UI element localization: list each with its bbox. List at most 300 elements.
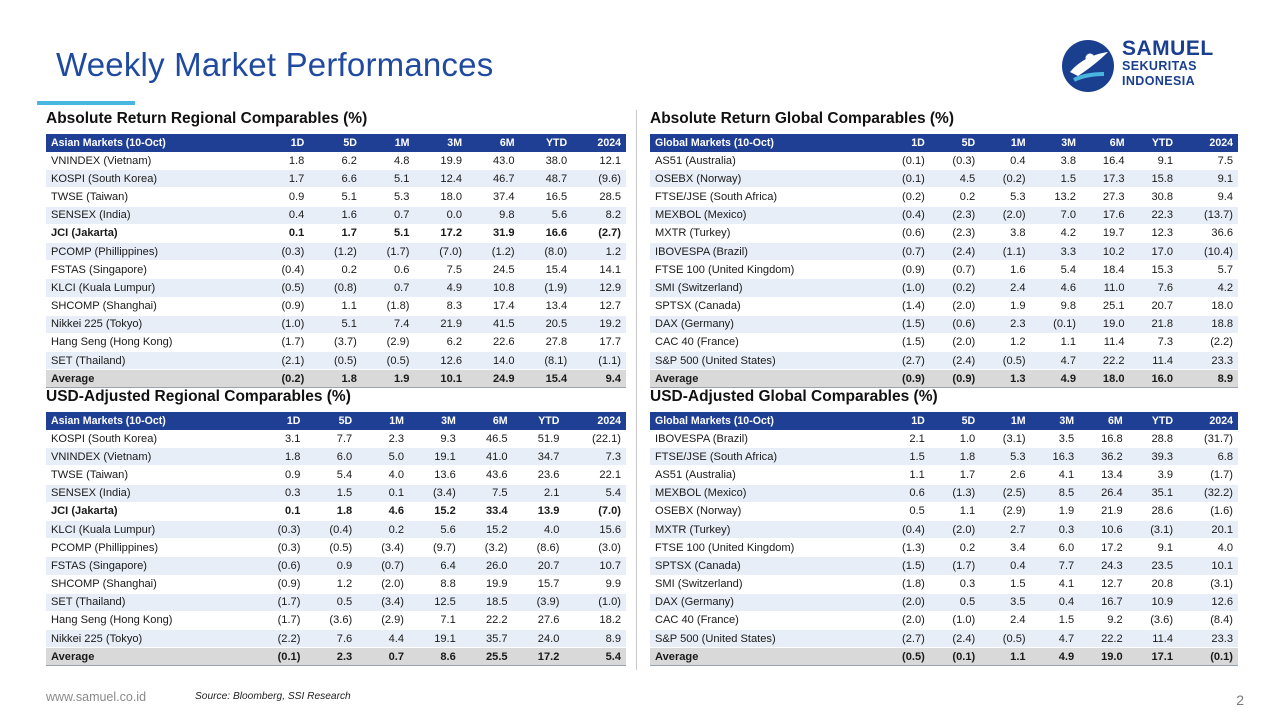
cell-value: (1.8) [362, 297, 415, 315]
cell-average-label: Average [46, 648, 254, 666]
table-row [46, 484, 626, 502]
cell-market-name: SMI (Switzerland) [650, 575, 879, 593]
cell-value: 43.6 [461, 466, 513, 484]
cell-value: (0.1) [1031, 315, 1081, 333]
cell-value: (1.7) [254, 611, 306, 629]
logo-name: SAMUEL [1122, 37, 1214, 60]
cell-value: 7.5 [1178, 152, 1238, 170]
table-average-row [650, 370, 1238, 388]
cell-value: 9.1 [1130, 152, 1179, 170]
cell-market-name: TWSE (Taiwan) [46, 188, 257, 206]
cell-market-name: S&P 500 (United States) [650, 352, 879, 370]
cell-value: (1.0) [257, 315, 310, 333]
cell-average-value: 10.1 [414, 370, 467, 388]
cell-value: 35.7 [461, 630, 513, 648]
cell-value: 13.9 [513, 502, 565, 520]
cell-value: (2.0) [930, 333, 980, 351]
cell-value: 4.9 [414, 279, 467, 297]
cell-value: 12.7 [572, 297, 626, 315]
table-row [650, 206, 1238, 224]
cell-average-value: 0.7 [357, 648, 409, 666]
table-row [46, 333, 626, 351]
cell-value: 2.4 [980, 611, 1030, 629]
column-header-market: Global Markets (10-Oct) [650, 134, 879, 152]
table-row [650, 575, 1238, 593]
cell-value: (0.7) [930, 261, 980, 279]
column-header-period: 1D [257, 134, 310, 152]
column-divider [636, 110, 637, 670]
source-note: Source: Bloomberg, SSI Research [195, 691, 351, 702]
cell-value: 5.0 [357, 448, 409, 466]
cell-value: 3.5 [980, 593, 1030, 611]
cell-value: 8.9 [564, 630, 626, 648]
cell-value: (0.4) [879, 520, 929, 538]
cell-value: 0.9 [257, 188, 310, 206]
cell-average-value: 5.4 [564, 648, 626, 666]
cell-market-name: SHCOMP (Shanghai) [46, 575, 254, 593]
cell-value: 15.6 [564, 520, 626, 538]
cell-value: 2.7 [980, 520, 1030, 538]
cell-value: 0.3 [930, 575, 980, 593]
cell-market-name: FTSE 100 (United Kingdom) [650, 539, 879, 557]
cell-market-name: Hang Seng (Hong Kong) [46, 333, 257, 351]
cell-value: 4.6 [357, 502, 409, 520]
cell-value: (8.6) [513, 539, 565, 557]
table-row [46, 188, 626, 206]
cell-value: 0.4 [980, 557, 1030, 575]
cell-value: (2.4) [930, 352, 980, 370]
cell-market-name: FTSE/JSE (South Africa) [650, 448, 879, 466]
logo-wordmark [1122, 38, 1214, 89]
cell-value: (3.4) [357, 539, 409, 557]
cell-value: 3.4 [980, 539, 1030, 557]
cell-value: 7.7 [305, 430, 357, 448]
table-row [650, 630, 1238, 648]
cell-value: (0.8) [309, 279, 362, 297]
cell-average-value: 17.2 [513, 648, 565, 666]
column-header-market: Asian Markets (10-Oct) [46, 134, 257, 152]
cell-value: 0.3 [1031, 520, 1080, 538]
cell-value: (1.6) [1178, 502, 1238, 520]
cell-value: 10.8 [467, 279, 520, 297]
cell-value: 2.3 [357, 430, 409, 448]
cell-value: 6.2 [309, 152, 362, 170]
cell-value: (1.0) [879, 279, 929, 297]
table-row [46, 224, 626, 242]
cell-average-value: 9.4 [572, 370, 626, 388]
table-row [46, 242, 626, 260]
column-header-period: 5D [930, 134, 980, 152]
table-row [46, 593, 626, 611]
cell-value: 23.5 [1128, 557, 1178, 575]
cell-value: 16.5 [520, 188, 573, 206]
cell-value: 5.4 [1031, 261, 1081, 279]
cell-value: 0.1 [257, 224, 310, 242]
cell-market-name: SENSEX (India) [46, 484, 254, 502]
cell-value: 26.4 [1079, 484, 1128, 502]
cell-value: (1.5) [879, 557, 929, 575]
column-header-period: YTD [513, 412, 565, 430]
table-average-row [650, 648, 1238, 666]
cell-value: 16.8 [1079, 430, 1128, 448]
cell-value: 13.6 [409, 466, 461, 484]
cell-value: 38.0 [520, 152, 573, 170]
cell-value: 6.4 [409, 557, 461, 575]
cell-value: 4.0 [1178, 539, 1238, 557]
cell-value: 10.9 [1128, 593, 1178, 611]
cell-value: 16.6 [520, 224, 573, 242]
cell-value: 7.4 [362, 315, 415, 333]
column-header-market: Global Markets (10-Oct) [650, 412, 879, 430]
table-header-row [650, 134, 1238, 152]
table-header-row [46, 412, 626, 430]
cell-value: 6.8 [1178, 448, 1238, 466]
cell-value: 23.6 [513, 466, 565, 484]
cell-value: 4.5 [930, 170, 980, 188]
logo-mark-icon [1060, 38, 1116, 94]
cell-average-value: (0.1) [254, 648, 306, 666]
cell-value: 25.1 [1081, 297, 1130, 315]
cell-value: 46.7 [467, 170, 520, 188]
cell-value: 0.2 [309, 261, 362, 279]
cell-market-name: DAX (Germany) [650, 315, 879, 333]
cell-value: (1.5) [879, 333, 929, 351]
cell-market-name: SHCOMP (Shanghai) [46, 297, 257, 315]
cell-value: 1.6 [980, 261, 1030, 279]
cell-value: (3.0) [564, 539, 626, 557]
cell-value: 22.2 [1079, 630, 1128, 648]
cell-value: 15.7 [513, 575, 565, 593]
cell-average-value: 25.5 [461, 648, 513, 666]
cell-market-name: SPTSX (Canada) [650, 297, 879, 315]
cell-value: (1.9) [520, 279, 573, 297]
column-header-period: 2024 [572, 134, 626, 152]
cell-value: 28.5 [572, 188, 626, 206]
cell-value: 37.4 [467, 188, 520, 206]
table-row [46, 575, 626, 593]
table-row [650, 242, 1238, 260]
cell-market-name: AS51 (Australia) [650, 466, 879, 484]
table-header-row [650, 412, 1238, 430]
cell-value: (0.5) [362, 352, 415, 370]
cell-value: 17.4 [467, 297, 520, 315]
table-row [46, 170, 626, 188]
cell-value: (2.4) [930, 630, 980, 648]
panel-absolute-regional [46, 110, 626, 388]
cell-value: 0.4 [980, 152, 1030, 170]
cell-value: (0.5) [980, 352, 1030, 370]
cell-value: (0.3) [930, 152, 980, 170]
cell-value: 11.4 [1081, 333, 1130, 351]
cell-value: 1.8 [305, 502, 357, 520]
column-header-period: 5D [930, 412, 980, 430]
cell-value: 0.7 [362, 279, 415, 297]
cell-value: (0.9) [254, 575, 306, 593]
table-row [650, 557, 1238, 575]
cell-value: 1.2 [572, 242, 626, 260]
cell-value: 21.9 [1079, 502, 1128, 520]
cell-value: 27.8 [520, 333, 573, 351]
cell-value: 13.2 [1031, 188, 1081, 206]
cell-value: 9.1 [1178, 170, 1238, 188]
cell-value: 3.1 [254, 430, 306, 448]
cell-value: 1.1 [1031, 333, 1081, 351]
column-header-period: 1M [980, 412, 1030, 430]
cell-value: 20.8 [1128, 575, 1178, 593]
cell-value: 14.0 [467, 352, 520, 370]
cell-value: (3.1) [1178, 575, 1238, 593]
panel-absolute-global [650, 110, 1238, 388]
cell-value: 4.8 [362, 152, 415, 170]
cell-value: 11.4 [1128, 630, 1178, 648]
cell-value: 8.5 [1031, 484, 1080, 502]
column-header-period: 1M [362, 134, 415, 152]
cell-value: 5.1 [309, 188, 362, 206]
cell-value: 1.8 [254, 448, 306, 466]
cell-value: 18.0 [414, 188, 467, 206]
table-row [650, 484, 1238, 502]
cell-value: (2.0) [879, 611, 929, 629]
cell-value: 4.0 [513, 520, 565, 538]
cell-value: 3.3 [1031, 242, 1081, 260]
table-row [650, 520, 1238, 538]
cell-value: 0.5 [305, 593, 357, 611]
cell-value: (1.2) [309, 242, 362, 260]
column-header-period: 6M [1079, 412, 1128, 430]
cell-value: 12.6 [414, 352, 467, 370]
column-header-period: 3M [414, 134, 467, 152]
cell-value: 43.0 [467, 152, 520, 170]
cell-value: 0.4 [1031, 593, 1080, 611]
cell-value: (3.7) [309, 333, 362, 351]
cell-value: (31.7) [1178, 430, 1238, 448]
table-row [650, 333, 1238, 351]
cell-value: 15.4 [520, 261, 573, 279]
cell-value: 1.9 [980, 297, 1030, 315]
cell-average-value: (0.9) [879, 370, 929, 388]
cell-value: 34.7 [513, 448, 565, 466]
cell-value: 9.4 [1178, 188, 1238, 206]
cell-value: 2.3 [980, 315, 1030, 333]
table-row [46, 611, 626, 629]
cell-value: (0.6) [254, 557, 306, 575]
cell-market-name: FTSE 100 (United Kingdom) [650, 261, 879, 279]
cell-value: (1.7) [930, 557, 980, 575]
panel-title: Absolute Return Regional Comparables (%) [46, 110, 368, 127]
cell-market-name: FTSE/JSE (South Africa) [650, 188, 879, 206]
table-row [46, 430, 626, 448]
cell-average-value: 1.1 [980, 648, 1030, 666]
cell-value: 17.6 [1081, 206, 1130, 224]
cell-value: 36.2 [1079, 448, 1128, 466]
cell-value: 1.1 [309, 297, 362, 315]
table-row [650, 430, 1238, 448]
cell-value: (2.0) [357, 575, 409, 593]
cell-value: 1.5 [980, 575, 1030, 593]
cell-value: (3.4) [409, 484, 461, 502]
cell-value: (0.2) [930, 279, 980, 297]
table-row [46, 520, 626, 538]
cell-value: 4.1 [1031, 575, 1080, 593]
table-row [650, 152, 1238, 170]
cell-value: (0.3) [254, 520, 306, 538]
table-row [46, 279, 626, 297]
cell-value: 5.3 [980, 448, 1030, 466]
cell-value: (9.6) [572, 170, 626, 188]
column-header-period: YTD [1130, 134, 1179, 152]
column-header-period: 1D [254, 412, 306, 430]
cell-value: 5.1 [309, 315, 362, 333]
cell-value: 18.5 [461, 593, 513, 611]
cell-value: 1.7 [309, 224, 362, 242]
cell-value: 24.5 [467, 261, 520, 279]
cell-value: (3.4) [357, 593, 409, 611]
cell-market-name: PCOMP (Phillippines) [46, 242, 257, 260]
cell-value: (0.4) [257, 261, 310, 279]
cell-market-name: IBOVESPA (Brazil) [650, 242, 879, 260]
panel-usd-regional [46, 388, 626, 666]
cell-average-value: 19.0 [1079, 648, 1128, 666]
cell-market-name: MEXBOL (Mexico) [650, 484, 879, 502]
cell-value: 4.2 [1178, 279, 1238, 297]
cell-value: 17.0 [1130, 242, 1179, 260]
cell-value: 4.7 [1031, 352, 1081, 370]
cell-value: 2.6 [980, 466, 1030, 484]
cell-value: 12.1 [572, 152, 626, 170]
table-row [650, 611, 1238, 629]
cell-value: 22.3 [1130, 206, 1179, 224]
cell-market-name: SET (Thailand) [46, 352, 257, 370]
table-row [650, 593, 1238, 611]
cell-value: 15.8 [1130, 170, 1179, 188]
cell-value: 35.1 [1128, 484, 1178, 502]
cell-value: 18.8 [1178, 315, 1238, 333]
cell-value: (0.6) [930, 315, 980, 333]
cell-value: 2.4 [980, 279, 1030, 297]
cell-value: 1.1 [930, 502, 980, 520]
cell-market-name: Hang Seng (Hong Kong) [46, 611, 254, 629]
cell-value: 23.3 [1178, 630, 1238, 648]
table-row [650, 170, 1238, 188]
cell-value: 31.9 [467, 224, 520, 242]
cell-value: 1.1 [879, 466, 929, 484]
cell-value: 0.2 [930, 539, 980, 557]
column-header-period: 2024 [1178, 412, 1238, 430]
cell-value: 15.2 [409, 502, 461, 520]
cell-value: (1.4) [879, 297, 929, 315]
cell-value: (0.2) [879, 188, 929, 206]
cell-value: 1.9 [1031, 502, 1080, 520]
cell-value: (1.7) [1178, 466, 1238, 484]
table-row [46, 206, 626, 224]
cell-value: 8.2 [572, 206, 626, 224]
cell-value: (7.0) [414, 242, 467, 260]
table-row [650, 448, 1238, 466]
cell-market-name: VNINDEX (Vietnam) [46, 152, 257, 170]
cell-value: 4.0 [357, 466, 409, 484]
column-header-period: YTD [520, 134, 573, 152]
cell-value: 10.6 [1079, 520, 1128, 538]
cell-value: 1.8 [257, 152, 310, 170]
cell-value: 21.9 [414, 315, 467, 333]
cell-value: 12.4 [414, 170, 467, 188]
cell-value: 0.2 [930, 188, 980, 206]
cell-value: 3.5 [1031, 430, 1080, 448]
cell-value: (2.2) [254, 630, 306, 648]
cell-market-name: SPTSX (Canada) [650, 557, 879, 575]
cell-market-name: KLCI (Kuala Lumpur) [46, 520, 254, 538]
cell-value: 12.5 [409, 593, 461, 611]
cell-value: 13.4 [1079, 466, 1128, 484]
cell-value: 5.3 [980, 188, 1030, 206]
cell-value: 11.0 [1081, 279, 1130, 297]
cell-market-name: MXTR (Turkey) [650, 224, 879, 242]
table-row [46, 448, 626, 466]
cell-market-name: FSTAS (Singapore) [46, 261, 257, 279]
cell-value: 6.0 [305, 448, 357, 466]
cell-value: 3.9 [1128, 466, 1178, 484]
cell-value: 5.3 [362, 188, 415, 206]
cell-value: 7.0 [1031, 206, 1081, 224]
cell-average-value: 1.9 [362, 370, 415, 388]
cell-value: 21.8 [1130, 315, 1179, 333]
cell-value: 17.7 [572, 333, 626, 351]
cell-value: 1.7 [930, 466, 980, 484]
table-usd-regional [46, 412, 626, 666]
table-row [650, 224, 1238, 242]
column-header-period: 2024 [1178, 134, 1238, 152]
column-header-period: 1M [357, 412, 409, 430]
cell-value: 19.0 [1081, 315, 1130, 333]
cell-value: 6.6 [309, 170, 362, 188]
table-average-row [46, 648, 626, 666]
cell-value: 24.0 [513, 630, 565, 648]
cell-value: (1.3) [879, 539, 929, 557]
column-header-period: YTD [1128, 412, 1178, 430]
cell-value: (13.7) [1178, 206, 1238, 224]
table-row [46, 539, 626, 557]
cell-market-name: VNINDEX (Vietnam) [46, 448, 254, 466]
table-row [650, 352, 1238, 370]
table-row [650, 297, 1238, 315]
cell-value: (2.9) [357, 611, 409, 629]
cell-value: 20.7 [513, 557, 565, 575]
cell-value: 5.4 [305, 466, 357, 484]
cell-value: 7.3 [564, 448, 626, 466]
cell-value: 30.8 [1130, 188, 1179, 206]
cell-value: 24.3 [1079, 557, 1128, 575]
cell-value: 33.4 [461, 502, 513, 520]
table-row [46, 557, 626, 575]
cell-value: 6.0 [1031, 539, 1080, 557]
cell-value: 48.7 [520, 170, 573, 188]
cell-value: 4.2 [1031, 224, 1081, 242]
cell-value: (1.3) [930, 484, 980, 502]
cell-value: (0.5) [309, 352, 362, 370]
cell-value: 22.2 [1081, 352, 1130, 370]
cell-value: 20.7 [1130, 297, 1179, 315]
cell-value: 1.0 [930, 430, 980, 448]
cell-value: (9.7) [409, 539, 461, 557]
cell-value: 5.4 [564, 484, 626, 502]
cell-value: 1.8 [930, 448, 980, 466]
cell-value: 41.5 [467, 315, 520, 333]
cell-market-name: MXTR (Turkey) [650, 520, 879, 538]
cell-value: (0.4) [305, 520, 357, 538]
cell-value: (0.3) [254, 539, 306, 557]
table-usd-global [650, 412, 1238, 666]
cell-market-name: TWSE (Taiwan) [46, 466, 254, 484]
